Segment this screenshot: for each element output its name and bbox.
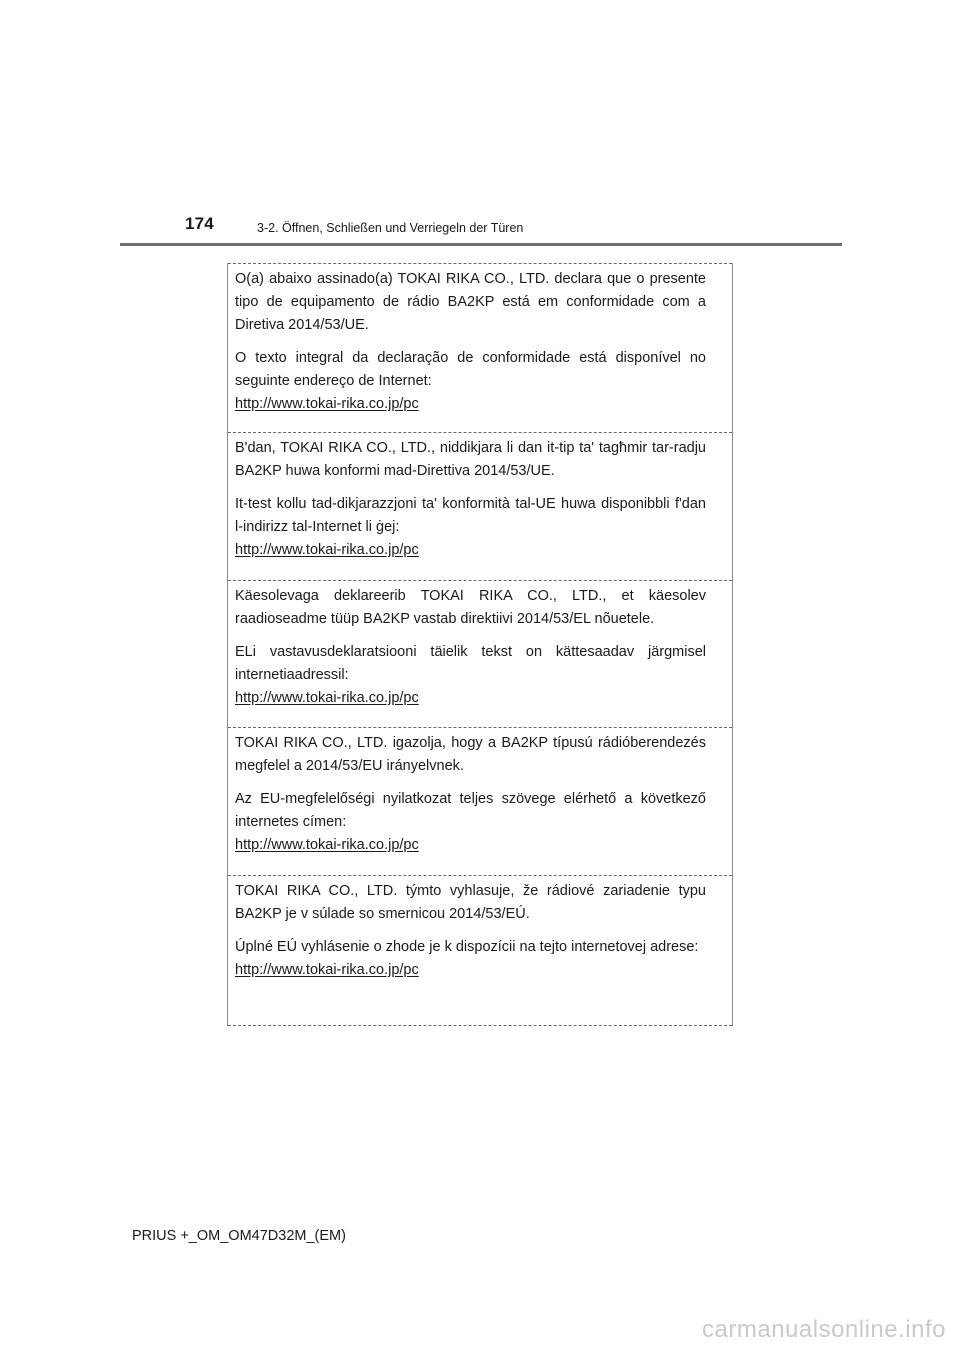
declaration-estonian [228,580,732,727]
page-number: 174 [185,214,214,233]
declaration-statement: Käesolevaga deklareerib TOKAI RIKA CO., LTD., et käesolev raadioseadme tüüp BA2KP vastab direktiivi 2014/53/EL nõuetele. [235,588,706,627]
declaration-statement: TOKAI RIKA CO., LTD. týmto vyhlasuje, že rádiové zariadenie typu BA2KP je v súlade so smernicou 2014/53/EÚ. [235,883,706,922]
declaration-availability: ELi vastavusdeklaratsiooni täielik tekst on kättesaadav järgmisel internetiaadressil: [235,644,706,683]
declaration-hungarian [228,727,732,875]
document-id: PRIUS +_OM_OM47D32M_(EM) [132,1228,346,1244]
declaration-portuguese [228,263,732,432]
declaration-availability: Az EU-megfelelőségi nyilatkozat teljes szövege elérhető a következő internetes címen: [235,791,706,830]
declaration-box [227,263,733,1026]
section-title: 3-2. Öffnen, Schließen und Verriegeln der Türen [257,221,524,235]
declaration-link[interactable]: http://www.tokai-rika.co.jp/pc [235,396,419,412]
declaration-statement: B'dan, TOKAI RIKA CO., LTD., niddikjara li dan it-tip ta' tagħmir tar-radju BA2KP huwa konformi mad-Direttiva 2014/53/UE. [235,440,706,479]
declaration-link[interactable]: http://www.tokai-rika.co.jp/pc [235,690,419,706]
declaration-link[interactable]: http://www.tokai-rika.co.jp/pc [235,542,419,558]
declaration-maltese [228,432,732,580]
declaration-slovak [228,875,732,1026]
declaration-availability: Úplné EÚ vyhlásenie o zhode je k dispozícii na tejto internetovej adrese: [235,939,699,955]
declaration-statement: TOKAI RIKA CO., LTD. igazolja, hogy a BA2KP típusú rádióberendezés megfelel a 2014/53/EU irányelvnek. [235,735,706,774]
declaration-statement: O(a) abaixo assinado(a) TOKAI RIKA CO., LTD. declara que o presente tipo de equipamento de rádio BA2KP está em conformidade com a Diretiva 2014/53/UE. [235,271,706,333]
declaration-link[interactable]: http://www.tokai-rika.co.jp/pc [235,962,419,978]
declaration-availability: It-test kollu tad-dikjarazzjoni ta' konformità tal-UE huwa disponibbli f'dan l-indirizz tal-Internet li ġej: [235,496,706,535]
header-rule [120,243,842,246]
declaration-link[interactable]: http://www.tokai-rika.co.jp/pc [235,837,419,853]
watermark: carmanualsonline.info [702,1316,946,1343]
declaration-availability: O texto integral da declaração de conformidade está disponível no seguinte endereço de Internet: [235,350,706,389]
